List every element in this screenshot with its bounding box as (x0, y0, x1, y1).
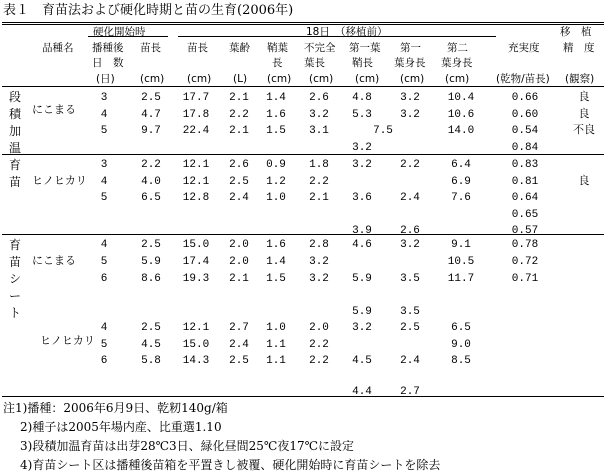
cell-incomplete: 2.8 (309, 239, 329, 251)
cell-precision: 良 (578, 92, 590, 104)
cell-sheath: 1.5 (266, 273, 286, 285)
cell-first-sheath: 7.5 (373, 125, 393, 137)
cell-leaf-age: 2.5 (229, 355, 249, 367)
cell-second-blade: 10.5 (447, 256, 475, 268)
header-leaf-age: 葉齢 (229, 42, 250, 54)
header-fullness: 充実度 (508, 42, 540, 54)
cell-length-a: 6.5 (141, 192, 161, 204)
note-2: 2)種子は2005年場内産、比重選1.10 (20, 420, 222, 434)
cell-sheath: 1.4 (266, 92, 286, 104)
header-first-sheath-unit: (cm) (355, 73, 380, 85)
cell-incomplete: 3.2 (309, 273, 329, 285)
cell-first-blade: 2.5 (400, 322, 420, 334)
cell-length-a: 2.5 (141, 322, 161, 334)
header-leaf-age-unit: (L) (233, 73, 248, 85)
header-precision-unit: (観察) (565, 73, 595, 85)
cell-first-sheath: 5.9 (352, 273, 372, 285)
cell-first-sheath: 3.6 (352, 192, 372, 204)
cell-precision: 良 (578, 109, 590, 121)
cell-length-b: 14.3 (182, 355, 210, 367)
header-sheath-unit: (cm) (267, 73, 292, 85)
cell-first-blade: 2.7 (400, 386, 420, 398)
header-second-unit: (cm) (445, 73, 470, 85)
header-cultivar: 品種名 (42, 42, 74, 54)
header-incomplete-unit: (cm) (309, 73, 334, 85)
rule-section-1 (2, 154, 604, 155)
cell-leaf-age: 2.5 (229, 176, 249, 188)
method-label-nursery: 育苗 (8, 158, 21, 189)
cell-length-b: 12.1 (182, 159, 210, 171)
cell-sowing-days: 6 (100, 355, 108, 367)
cell-first-sheath: 5.9 (352, 306, 372, 318)
cell-length-b: 19.3 (182, 273, 210, 285)
cell-second-blade: 8.5 (451, 355, 471, 367)
cell-second-blade: 6.5 (451, 322, 471, 334)
header-hardening-group: 硬化開始時 (93, 26, 146, 38)
cell-sheath: 1.4 (266, 256, 286, 268)
header-length-b-unit: (cm) (187, 73, 212, 85)
cell-length-b: 17.7 (182, 92, 210, 104)
cell-first-blade: 3.5 (400, 273, 420, 285)
note-3: 3)段積加温育苗は出芽28℃3日、緑化昼間25℃夜17℃に設定 (20, 439, 355, 453)
cell-length-b: 17.4 (182, 256, 210, 268)
header-length-b: 苗長 (187, 42, 208, 54)
cell-length-b: 12.8 (182, 192, 210, 204)
rule-top (2, 22, 604, 23)
cell-fullness: 0.65 (511, 209, 539, 221)
method-label-stacked-heating: 段積加温 (8, 90, 21, 155)
header-first-1: 第一葉 (349, 42, 381, 54)
cell-first-blade: 2.6 (400, 225, 420, 237)
header-length-a: 苗長 (140, 42, 161, 54)
cell-sheath: 1.1 (266, 355, 286, 367)
cell-first-sheath: 3.2 (352, 159, 372, 171)
cell-first-sheath: 3.9 (352, 225, 372, 237)
header-second-2: 葉身長 (441, 57, 473, 69)
cell-leaf-age: 2.1 (229, 273, 249, 285)
cell-fullness: 0.66 (511, 92, 539, 104)
cultivar-nikomaru-1: にこまる (32, 103, 76, 116)
header-second-1: 第二 (447, 42, 468, 54)
cell-incomplete: 1.8 (309, 159, 329, 171)
method-label-nursery-sheet: 育苗シート (8, 238, 21, 320)
cell-leaf-age: 2.6 (229, 159, 249, 171)
cell-fullness: 0.78 (511, 239, 539, 251)
cell-first-blade: 3.2 (400, 92, 420, 104)
cell-sheath: 0.9 (266, 159, 286, 171)
header-sowing-days-2: 日 数 (92, 57, 124, 69)
cell-second-blade: 7.6 (451, 192, 471, 204)
cell-fullness: 0.84 (511, 142, 539, 154)
cell-fullness: 0.64 (511, 192, 539, 204)
header-first-blade-1: 第一 (400, 42, 421, 54)
table-title: 表１ 育苗法および硬化時期と苗の生育(2006年) (3, 3, 294, 18)
cell-sheath: 1.2 (266, 176, 286, 188)
rule-header-bottom (2, 86, 604, 87)
cell-incomplete: 2.2 (309, 339, 329, 351)
header-first-blade-unit: (cm) (400, 73, 425, 85)
cell-fullness: 0.54 (511, 125, 539, 137)
cell-sowing-days: 5 (100, 192, 108, 204)
cell-sheath: 1.1 (266, 339, 286, 351)
cell-sowing-days: 4 (100, 176, 108, 188)
cell-first-sheath: 4.5 (352, 355, 372, 367)
cell-first-sheath: 4.4 (352, 386, 372, 398)
rule-top-double (2, 24, 604, 25)
cell-leaf-age: 2.7 (229, 322, 249, 334)
cell-second-blade: 9.1 (451, 239, 471, 251)
cell-sowing-days: 6 (100, 273, 108, 285)
cell-incomplete: 3.2 (309, 109, 329, 121)
cell-sowing-days: 3 (100, 92, 108, 104)
note-1: 注1)播種：2006年6月9日、乾籾140g/箱 (3, 401, 228, 415)
cell-fullness: 0.60 (511, 109, 539, 121)
cell-leaf-age: 2.1 (229, 125, 249, 137)
header-first-sheath: 鞘長 (352, 57, 373, 69)
cell-first-sheath: 4.8 (352, 92, 372, 104)
header-before-transplant: （移植前） (335, 26, 388, 38)
header-sowing-days-unit: (日) (96, 73, 115, 85)
cell-second-blade: 14.0 (447, 125, 475, 137)
cell-fullness: 0.83 (511, 159, 539, 171)
cell-leaf-age: 2.4 (229, 192, 249, 204)
cell-fullness: 0.71 (511, 273, 539, 285)
cell-sowing-days: 5 (100, 125, 108, 137)
cell-fullness: 0.72 (511, 256, 539, 268)
header-sheath-1: 鞘葉 (267, 42, 288, 54)
cell-length-b: 15.0 (182, 239, 210, 251)
note-4: 4)育苗シート区は播種後苗箱を平置きし被覆、硬化開始時に育苗シートを除去 (20, 458, 441, 472)
cell-precision: 良 (578, 176, 590, 188)
cell-sheath: 1.0 (266, 322, 286, 334)
cell-first-blade: 3.5 (400, 306, 420, 318)
cell-sowing-days: 5 (100, 256, 108, 268)
cell-leaf-age: 2.4 (229, 339, 249, 351)
cell-length-b: 22.4 (182, 125, 210, 137)
cell-incomplete: 2.1 (309, 192, 329, 204)
cell-second-blade: 10.4 (447, 92, 475, 104)
cell-length-a: 2.2 (141, 159, 161, 171)
cultivar-hinohikari-1: ヒノヒカリ (32, 174, 87, 187)
cell-incomplete: 3.1 (309, 125, 329, 137)
header-incomplete-1: 不完全 (304, 42, 336, 54)
cell-second-blade: 11.7 (447, 273, 475, 285)
cell-length-a: 4.0 (141, 176, 161, 188)
cell-sheath: 1.6 (266, 109, 286, 121)
cell-sheath: 1.6 (266, 239, 286, 251)
cell-length-a: 9.7 (141, 125, 161, 137)
cell-incomplete: 2.2 (309, 355, 329, 367)
rule-bottom (2, 396, 604, 397)
cell-sowing-days: 4 (100, 109, 108, 121)
cell-first-blade: 3.2 (400, 239, 420, 251)
header-18day-group: 18日 (306, 26, 330, 38)
cell-first-sheath: 5.3 (352, 109, 372, 121)
cell-second-blade: 9.0 (451, 339, 471, 351)
cell-second-blade: 6.4 (451, 159, 471, 171)
cultivar-nikomaru-2: にこまる (32, 254, 76, 267)
cell-incomplete: 2.6 (309, 92, 329, 104)
cell-length-a: 4.7 (141, 109, 161, 121)
cell-first-sheath: 4.6 (352, 239, 372, 251)
header-sheath-2: 長 (272, 57, 283, 69)
cell-length-b: 12.1 (182, 322, 210, 334)
cell-sheath: 1.0 (266, 192, 286, 204)
cell-second-blade: 6.9 (451, 176, 471, 188)
cell-length-b: 17.8 (182, 109, 210, 121)
cell-length-a: 5.8 (141, 355, 161, 367)
header-transplant: 移 植 (560, 26, 592, 38)
cell-fullness: 0.81 (511, 176, 539, 188)
cell-precision: 不良 (573, 125, 595, 137)
cell-first-sheath: 3.2 (352, 142, 372, 154)
cell-length-a: 8.6 (141, 273, 161, 285)
cell-sheath: 1.5 (266, 125, 286, 137)
cell-length-a: 2.5 (141, 239, 161, 251)
header-fullness-unit: (乾物/苗長) (496, 73, 550, 85)
cell-incomplete: 2.0 (309, 322, 329, 334)
cell-sowing-days: 4 (100, 239, 108, 251)
cell-sowing-days: 5 (100, 339, 108, 351)
header-first-blade-2: 葉身長 (394, 57, 426, 69)
cell-first-blade: 2.4 (400, 192, 420, 204)
cell-length-a: 4.5 (141, 339, 161, 351)
cell-first-blade: 2.4 (400, 355, 420, 367)
cell-length-b: 15.0 (182, 339, 210, 351)
header-precision: 精 度 (563, 42, 595, 54)
cell-first-blade: 2.2 (400, 159, 420, 171)
cell-incomplete: 2.2 (309, 176, 329, 188)
cell-length-a: 2.5 (141, 92, 161, 104)
header-incomplete-2: 葉長 (304, 57, 325, 69)
cultivar-hinohikari-2: ヒノヒカリ (40, 334, 95, 347)
cell-leaf-age: 2.0 (229, 239, 249, 251)
header-sowing-days-1: 播種後 (92, 42, 124, 54)
cell-leaf-age: 2.0 (229, 256, 249, 268)
cell-leaf-age: 2.2 (229, 109, 249, 121)
cell-fullness: 0.57 (511, 225, 539, 237)
cell-length-b: 12.1 (182, 176, 210, 188)
cell-length-a: 5.9 (141, 256, 161, 268)
cell-leaf-age: 2.1 (229, 92, 249, 104)
header-length-a-unit: (cm) (140, 73, 165, 85)
cell-first-sheath: 3.2 (352, 322, 372, 334)
cell-incomplete: 3.2 (309, 256, 329, 268)
cell-first-blade: 3.2 (400, 109, 420, 121)
cell-sowing-days: 4 (100, 322, 108, 334)
cell-second-blade: 10.6 (447, 109, 475, 121)
cell-sowing-days: 3 (100, 159, 108, 171)
